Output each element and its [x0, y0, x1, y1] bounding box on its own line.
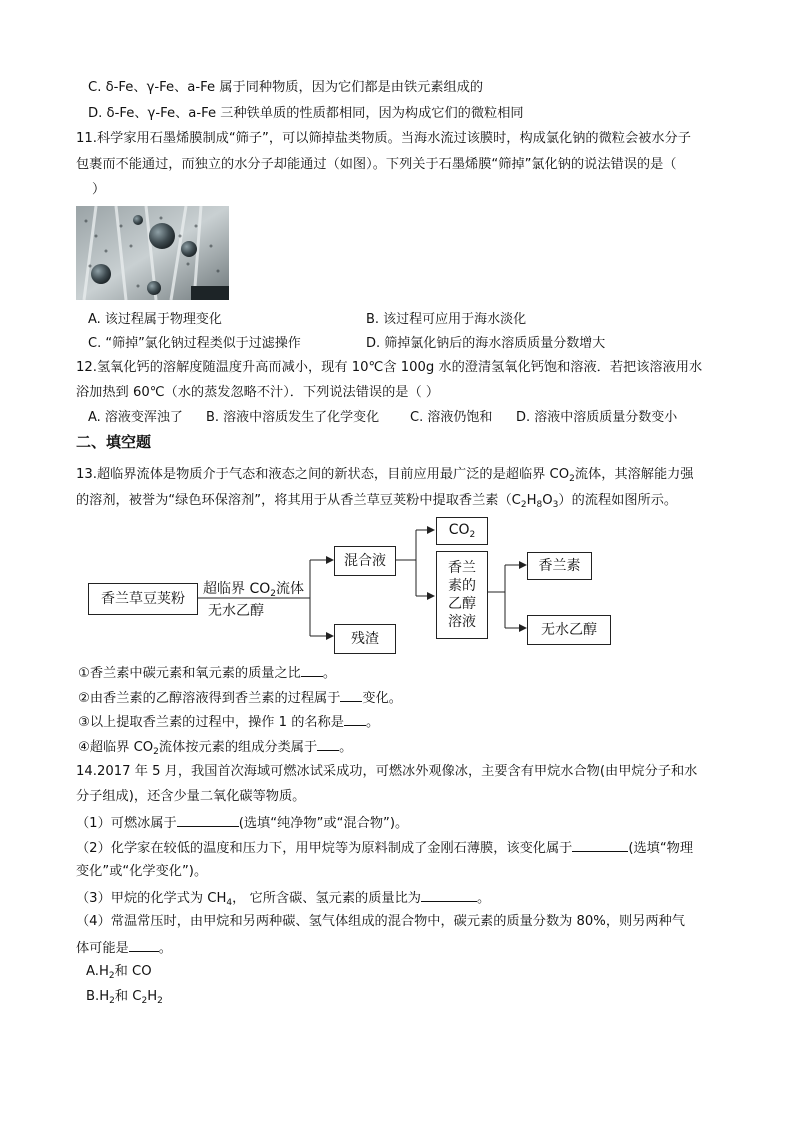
question-14-sub3: （3）甲烷的化学式为 $CH_4$， 它所含碳、氢元素的质量比为 。 [76, 887, 490, 910]
answer-blank[interactable] [129, 937, 159, 952]
question-14-sub1: （1）可燃冰属于 (选填“纯净物”或“混合物”)。 [76, 812, 408, 834]
question-13-sub3: ③以上提取香兰素的过程中，操作 1 的名称是 。 [78, 711, 379, 733]
answer-blank[interactable] [340, 687, 362, 702]
flow-ethanol-box: 无水乙醇 [527, 615, 611, 645]
flow-residue-box: 残渣 [334, 624, 396, 654]
question-12-option-d: D. 溶液中溶质质量分数变小 [516, 410, 678, 425]
answer-blank[interactable] [344, 711, 366, 726]
question-12-option-b: B. 溶液中溶质发生了化学变化 [206, 410, 380, 425]
graphene-membrane-image [76, 206, 229, 300]
question-13-sub2: ②由香兰素的乙醇溶液得到香兰素的过程属于 变化。 [78, 687, 402, 709]
question-10-option-d: D. δ-Fe、γ-Fe、a-Fe 三种铁单质的性质都相同，因为构成它们的微粒相同 [88, 106, 524, 121]
flow-label-ethanol: 无水乙醇 [208, 603, 264, 619]
section-heading: 二、填空题 [76, 433, 152, 451]
answer-blank[interactable] [572, 837, 628, 852]
question-11-stem-line1: 11.科学家用石墨烯膜制成“筛子”，可以筛掉盐类物质。当海水流过该膜时，构成氯化钠的微粒会被水分子 [76, 131, 691, 146]
answer-blank[interactable] [421, 887, 477, 902]
question-12-option-c: C. 溶液仍饱和 [410, 410, 493, 425]
flow-solution-box: 香兰 素的 乙醇 溶液 [436, 551, 488, 639]
answer-blank[interactable] [177, 812, 239, 827]
question-14-option-b: $B.H_2$和 $C_2H_2$ [86, 989, 163, 1006]
answer-blank[interactable] [301, 662, 323, 677]
question-14-sub2-cont: 变化”或“化学变化”)。 [76, 864, 208, 879]
question-11-option-c: C. “筛掉”氯化钠过程类似于过滤操作 [88, 336, 301, 351]
question-11-option-d: D. 筛掉氯化钠后的海水溶质质量分数增大 [366, 336, 606, 351]
flow-vanillin-box: 香兰素 [527, 552, 592, 580]
question-14-sub2: （2）化学家在较低的温度和压力下，用甲烷等为原料制成了金刚石薄膜，该变化属于 (选填“物理 [76, 837, 693, 859]
flow-source-box: 香兰草豆荚粉 [88, 583, 198, 615]
question-11-option-b: B. 该过程可应用于海水淡化 [366, 312, 527, 327]
flow-co2-box: $CO_2$ [436, 517, 488, 545]
question-11-stem-line3: ） [92, 182, 106, 197]
flow-label-co2: 超临界 $CO_2$流体 [203, 581, 304, 599]
question-12-option-a: A. 溶液变浑浊了 [88, 410, 183, 425]
flow-mixture-box: 混合液 [334, 546, 396, 576]
question-11-option-a: A. 该过程属于物理变化 [88, 312, 222, 327]
question-12-stem-line1: 12.氢氧化钙的溶解度随温度升高而减小，现有 10℃含 100g 水的澄清氢氧化钙饱和溶液．若把该溶液用水 [76, 360, 703, 375]
question-13-stem-line2: 的溶剂，被誉为“绿色环保溶剂”，将其用于从香兰草豆荚粉中提取香兰素$(C_2H_8O_3)$的流程如图所示。 [76, 493, 678, 510]
question-14-sub4: （4）常温常压时，由甲烷和另两种碳、氢气体组成的混合物中，碳元素的质量分数为 80%，则另两种气 [76, 914, 685, 929]
question-11-stem-line2: 包裹而不能通过，而独立的水分子却能通过（如图）。下列关于石墨烯膜“筛掉”氯化钠的说法错误的是（ [76, 157, 677, 172]
question-14-stem-line1: 14.2017 年 5 月，我国首次海域可燃冰试采成功，可燃冰外观像冰，主要含有甲烷水合物(由甲烷分子和水 [76, 764, 698, 779]
question-13-sub4: ④超临界 $CO_2$流体按元素的组成分类属于 。 [78, 736, 352, 759]
question-10-option-c: C. δ-Fe、γ-Fe、a-Fe 属于同种物质，因为它们都是由铁元素组成的 [88, 80, 484, 95]
answer-blank[interactable] [317, 736, 339, 751]
question-14-option-a: $A.H_2$和 CO [86, 964, 152, 981]
question-13-stem-line1: 13.超临界流体是物质介于气态和液态之间的新状态，目前应用最广泛的是超临界 $CO_2$流体，其溶解能力强 [76, 467, 694, 484]
question-13-sub1: ①香兰素中碳元素和氧元素的质量之比 。 [78, 662, 336, 684]
question-14-stem-line2: 分子组成)，还含少量二氧化碳等物质。 [76, 789, 306, 804]
question-14-sub4-cont: 体可能是 。 [76, 937, 172, 959]
question-12-stem-line2: 浴加热到 60℃（水的蒸发忽略不汁）．下列说法错误的是（ ） [76, 385, 440, 400]
